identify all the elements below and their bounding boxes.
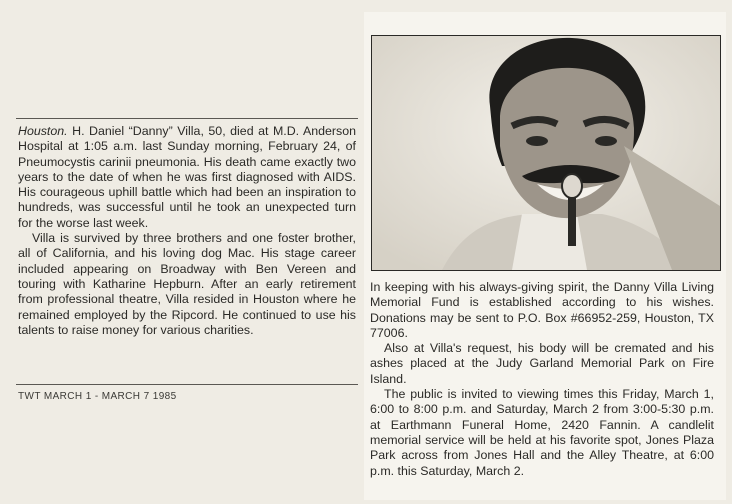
viewing-times-paragraph: The public is invited to viewing times this Friday, March 1, 6:00 to 8:00 p.m. and Saturday, March 2 from 3:00-5:30 p.m. at Earthmann Funeral Home, 2420 Fannin. A candlelit memorial service will be held at his favorite spot, Jones Plaza Park across from Jones Hall and the Alley Theatre, at 6:00 p.m. this Saturday, March 2. xyxy=(370,387,714,478)
dateline: Houston. xyxy=(18,124,68,138)
paragraph-1 xyxy=(18,124,356,231)
portrait-illustration xyxy=(372,36,720,270)
obituary-right-column xyxy=(370,280,714,479)
obituary-left-column xyxy=(18,124,356,338)
publication-line: TWT MARCH 1 - MARCH 7 1985 xyxy=(18,391,177,402)
top-rule xyxy=(16,118,358,119)
portrait-photo xyxy=(371,35,721,271)
cremation-paragraph: Also at Villa's request, his body will be cremated and his ashes placed at the Judy Garland Memorial Park on Fire Island. xyxy=(370,341,714,386)
paragraph-2: Villa is survived by three brothers and one foster brother, all of California, and his loving dog Mac. His stage career included appearing on Broadway with Ben Vereen and touring with Katharine Hepburn. After an early retirement from professional theatre, Villa resided in Houston where he remained employed by the Ripcord. He continued to use his talents to raise money for various charities. xyxy=(18,231,356,337)
paragraph-1-text: H. Daniel “Danny” Villa, 50, died at M.D. Anderson Hospital at 1:05 a.m. last Sunday morning, February 24, of Pneumocystis carinii pneumonia. His death came exactly two years to the date of when he was first diagnosed with AIDS. His courageous uphill battle which had been an inspiration to hundreds, was successful until he took an unexpected turn for the worse last week. xyxy=(18,124,356,230)
memorial-fund-paragraph: In keeping with his always-giving spirit, the Danny Villa Living Memorial Fund is established according to his wishes. Donations may be sent to P.O. Box #66952-259, Houston, TX 77006. xyxy=(370,280,714,340)
bottom-rule xyxy=(16,384,358,385)
